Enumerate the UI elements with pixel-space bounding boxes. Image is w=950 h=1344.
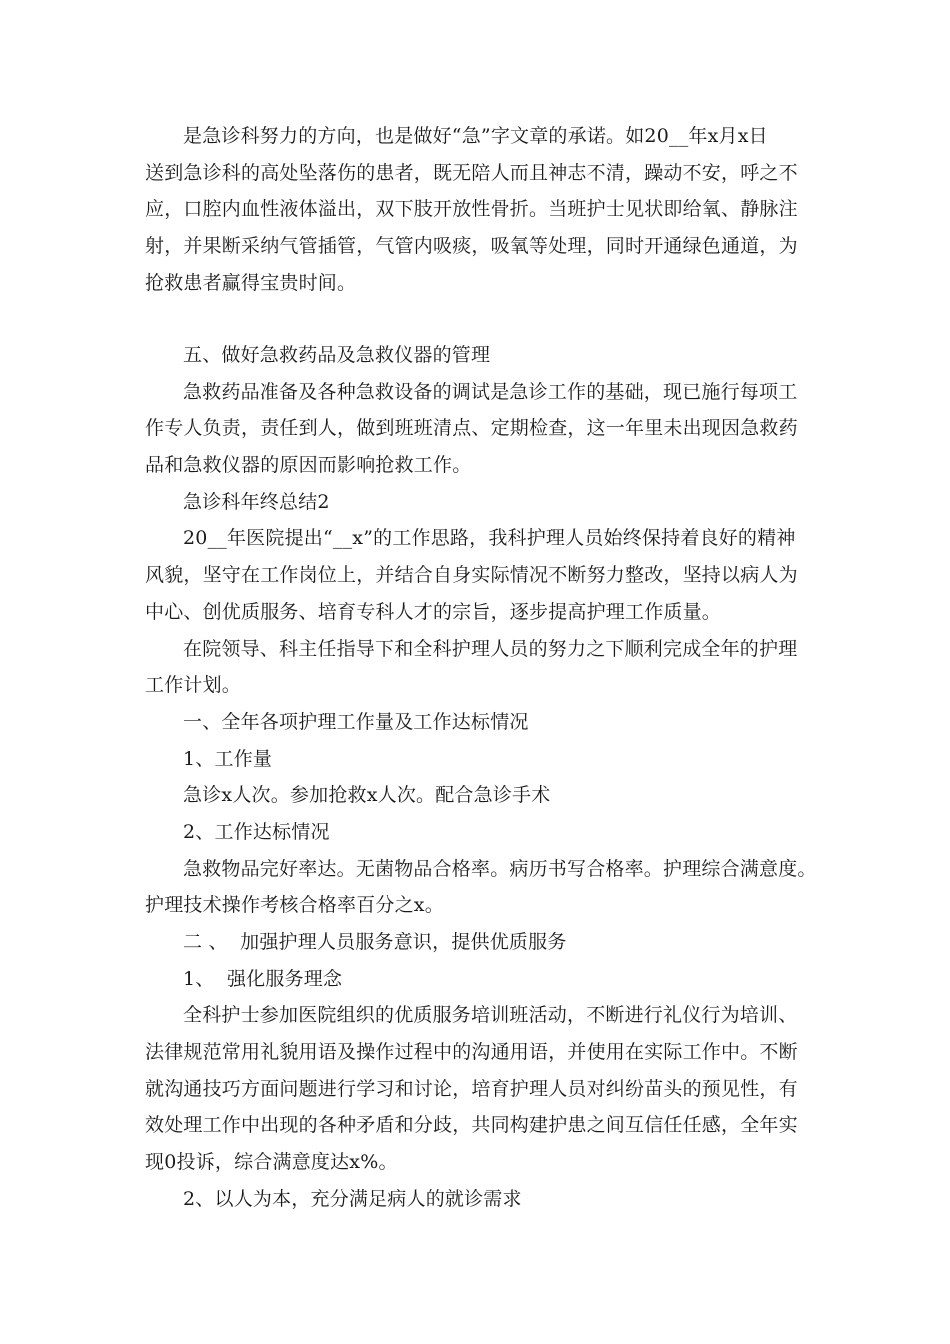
- text-line: 中心、创优质服务、培育专科人才的宗旨，逐步提高护理工作质量。: [145, 600, 722, 623]
- text-line: 作专人负责，责任到人，做到班班清点、定期检查，这一年里未出现因急救药: [145, 417, 798, 440]
- subsection-heading: 2、以人为本，充分满足病人的就诊需求: [183, 1187, 522, 1210]
- document-title: 急诊科年终总结2: [183, 490, 330, 513]
- paragraph-block-1: [145, 118, 815, 301]
- text-line: 法律规范常用礼貌用语及操作过程中的沟通用语，并使用在实际工作中。不断: [145, 1041, 798, 1064]
- text-line: 20__年医院提出“__x”的工作思路，我科护理人员始终保持着良好的精神: [183, 527, 796, 550]
- section-heading: 五、做好急救药品及急救仪器的管理: [183, 344, 491, 366]
- text-line: 抢救患者赢得宝贵时间。: [145, 271, 357, 294]
- text-line: 就沟通技巧方面问题进行学习和讨论，培育护理人员对纠纷苗头的预见性，有: [145, 1077, 798, 1100]
- text-line: 品和急救仪器的原因而影响抢救工作。: [145, 454, 472, 477]
- text-line: 在院领导、科主任指导下和全科护理人员的努力之下顺利完成全年的护理: [183, 637, 798, 660]
- text-line: 急诊x人次。参加抢救x人次。配合急诊手术: [183, 784, 551, 807]
- paragraph-block-2: [145, 337, 815, 1218]
- subsection-heading: 1、工作量: [183, 747, 273, 770]
- text-line: 全科护士参加医院组织的优质服务培训班活动，不断进行礼仪行为培训、: [183, 1004, 798, 1027]
- text-line: 护理技术操作考核合格率百分之x。: [145, 894, 444, 917]
- text-line: 工作计划。: [145, 674, 242, 697]
- text-line: 应，口腔内血性液体溢出，双下肢开放性骨折。当班护士见状即给氧、静脉注: [145, 198, 798, 221]
- subsection-heading: 1、 强化服务理念: [183, 967, 343, 990]
- text-line: 效处理工作中出现的各种矛盾和分歧，共同构建护患之间互信任任感，全年实: [145, 1114, 798, 1137]
- text-line: 送到急诊科的高处坠落伤的患者，既无陪人而且神志不清，躁动不安，呼之不: [145, 161, 798, 184]
- text-line: 风貌，坚守在工作岗位上，并结合自身实际情况不断努力整改，坚持以病人为: [145, 564, 798, 587]
- text-line: 射，并果断采纳气管插管，气管内吸痰，吸氧等处理，同时开通绿色通道，为: [145, 235, 798, 258]
- text-line: 现0投诉，综合满意度达x%。: [145, 1151, 398, 1174]
- text-line: 急救物品完好率达。无菌物品合格率。病历书写合格率。护理综合满意度。: [183, 857, 817, 880]
- subsection-heading: 2、工作达标情况: [183, 820, 330, 843]
- text-line: 是急诊科努力的方向，也是做好“急”字文章的承诺。如20__年x月x日: [183, 125, 768, 147]
- text-line: 急救药品准备及各种急救设备的调试是急诊工作的基础，现已施行每项工: [183, 380, 798, 403]
- section-heading: 一、全年各项护理工作量及工作达标情况: [183, 710, 529, 733]
- section-heading: 二 、 加强护理人员服务意识，提供优质服务: [183, 931, 567, 953]
